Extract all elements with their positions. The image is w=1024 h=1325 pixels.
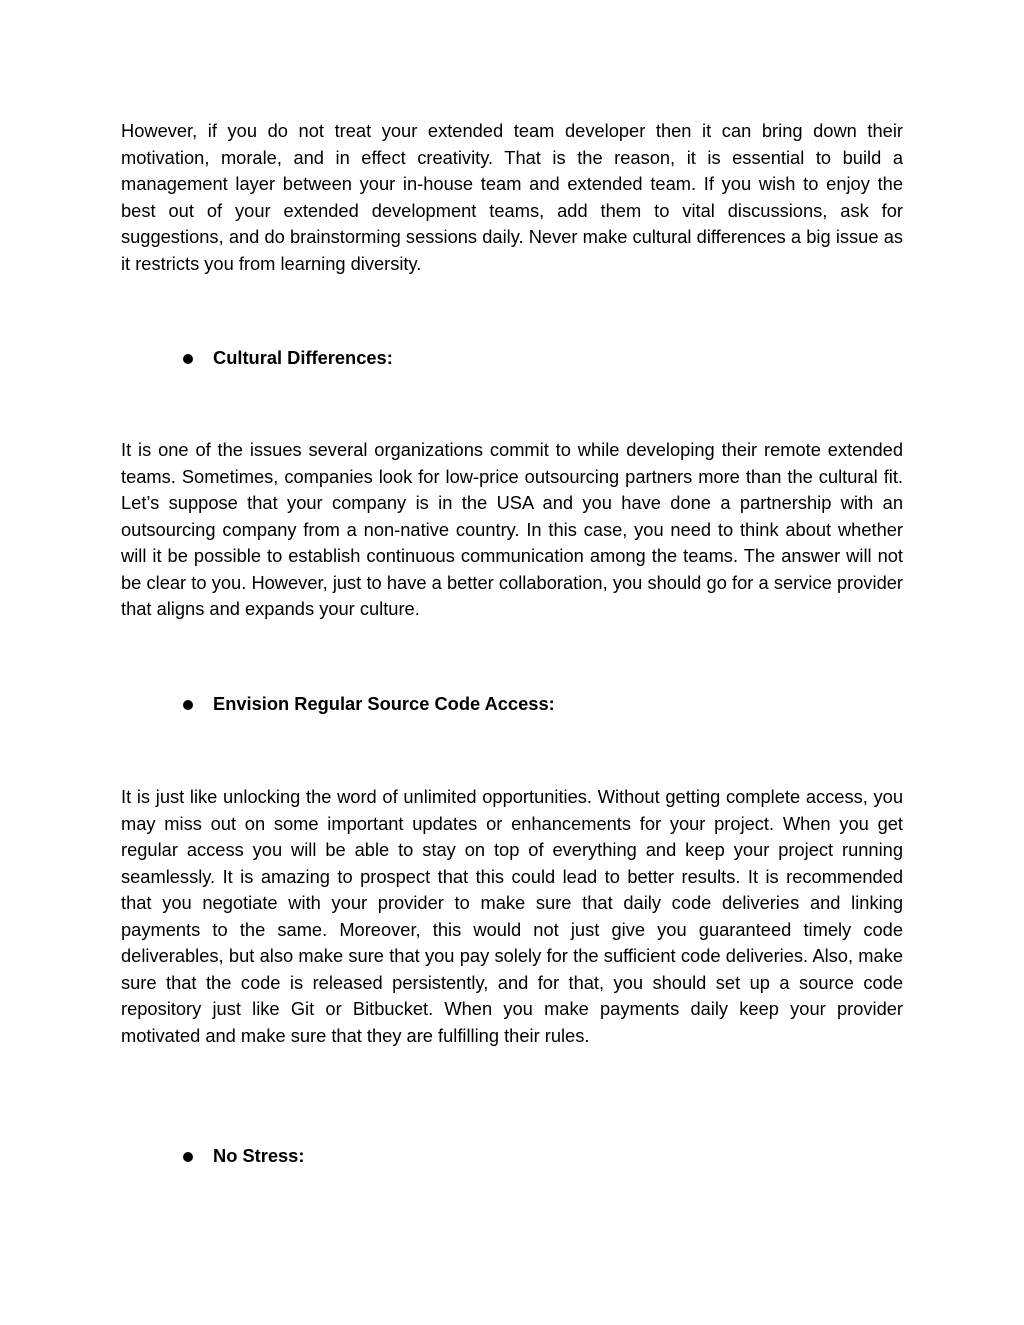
heading-text: Envision Regular Source Code Access: — [213, 693, 555, 715]
heading-text: Cultural Differences: — [213, 347, 393, 369]
bullet-heading-no-stress — [181, 1143, 304, 1170]
paragraph-source-code-access: It is just like unlocking the word of unlimited opportunities. Without getting complete access, you may miss out on some important updates or enhancements for your project. When you get regular access you will be able to stay on top of everything and keep your project running seamlessly. It is amazing to prospect that this could lead to better results. It is recommended that you negotiate with your provider to make sure that daily code deliveries and linking payments to the same. Moreover, this would not just give you guaranteed timely code deliverables, but also make sure that you pay solely for the sufficient code deliveries. Also, make sure that the code is released persistently, and for that, you should set up a source code repository just like Git or Bitbucket. When you make payments daily keep your provider motivated and make sure that they are fulfilling their rules. — [121, 786, 903, 1046]
heading-text: No Stress: — [213, 1145, 305, 1167]
paragraph-extended-team-management: However, if you do not treat your extended team developer then it can bring down their motivation, morale, and in effect creativity. That is the reason, it is essential to build a management layer between your in-house team and extended team. If you wish to enjoy the best out of your extended development teams, add them to vital discussions, ask for suggestions, and do brainstorming sessions daily. Never make cultural differences a big issue as it restricts you from learning diversity. — [121, 120, 903, 274]
bullet-dot-icon — [183, 1152, 193, 1162]
bullet-heading-source-code-access — [181, 691, 555, 718]
bullet-heading-cultural-differences — [181, 345, 393, 372]
bullet-dot-icon — [183, 354, 193, 364]
paragraph-cultural-differences: It is one of the issues several organizations commit to while developing their remote extended teams. Sometimes, companies look for low-price outsourcing partners more than the cultural fit. Let’s suppose that your company is in the USA and you have done a partnership with an outsourcing company from a non-native country. In this case, you need to think about whether will it be possible to establish continuous communication among the teams. The answer will not be clear to you. However, just to have a better collaboration, you should go for a service provider that aligns and expands your culture. — [121, 439, 903, 620]
bullet-dot-icon — [183, 700, 193, 710]
